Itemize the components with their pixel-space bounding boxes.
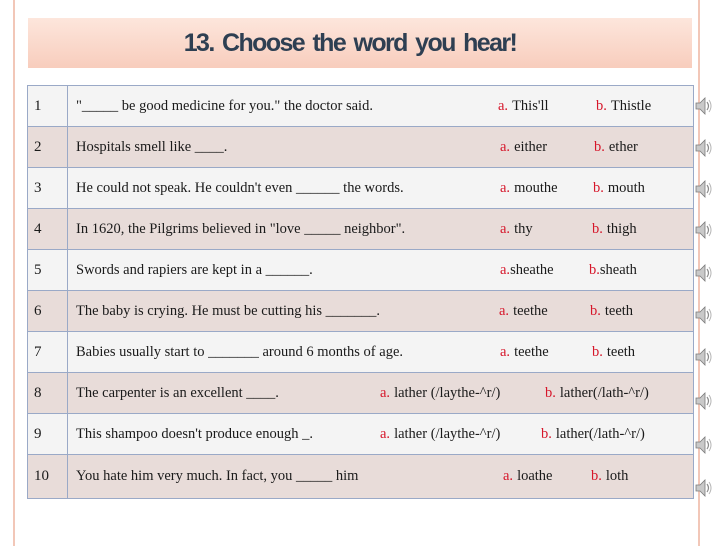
option-b-text: sheath [599, 261, 637, 278]
option-b[interactable] [590, 291, 633, 331]
option-a[interactable] [380, 414, 500, 454]
table-row-10 [28, 455, 693, 498]
option-b-label: b. [591, 468, 602, 484]
speaker-icon[interactable] [694, 390, 712, 412]
row-number: 2 [28, 127, 68, 167]
option-b[interactable] [596, 86, 651, 126]
option-b-text: ether [608, 138, 638, 155]
speaker-icon[interactable] [694, 346, 712, 368]
option-a[interactable] [500, 209, 533, 249]
row-number: 1 [28, 86, 68, 126]
option-a-label: a. [498, 97, 509, 114]
option-a-text: teethe [514, 343, 549, 360]
option-b-text: lather(/lath-^r/) [555, 425, 645, 442]
speaker-icon[interactable] [694, 262, 712, 284]
speaker-icon[interactable] [694, 434, 712, 456]
option-b-label: b. [593, 179, 604, 196]
option-b-label: b. [590, 302, 601, 319]
option-a-text: This'll [512, 97, 549, 114]
option-b[interactable] [589, 250, 637, 290]
option-b-text: teeth [604, 302, 634, 319]
option-b[interactable] [592, 332, 635, 372]
speaker-icon[interactable] [694, 477, 712, 499]
option-a[interactable] [499, 291, 548, 331]
option-b-text: loth [605, 468, 629, 484]
row-number: 6 [28, 291, 68, 331]
option-a-text: thy [514, 220, 533, 237]
option-a[interactable] [498, 86, 549, 126]
row-number: 5 [28, 250, 68, 290]
frame-line-left [13, 0, 15, 546]
option-b-label: b. [594, 138, 605, 155]
row-number: 10 [28, 455, 68, 498]
row-number: 9 [28, 414, 68, 454]
option-b[interactable] [591, 455, 628, 498]
option-a-label: a. [380, 425, 391, 442]
option-a[interactable] [380, 373, 500, 413]
table-row-8 [28, 373, 693, 414]
option-a[interactable] [500, 332, 549, 372]
title-bar [28, 18, 692, 68]
speaker-icon[interactable] [694, 178, 712, 200]
option-b[interactable] [593, 168, 645, 208]
row-sentence: "_____ be good medicine for you." the doctor said. [76, 97, 373, 114]
row-sentence: The baby is crying. He must be cutting his _______. [76, 302, 381, 319]
option-b-label: b. [545, 384, 556, 401]
option-b[interactable] [541, 414, 645, 454]
row-sentence: You hate him very much. In fact, you _____ him [76, 468, 359, 484]
row-number: 7 [28, 332, 68, 372]
row-sentence: The carpenter is an excellent ____. [76, 384, 279, 401]
option-a-text: loathe [517, 468, 553, 484]
speaker-icon[interactable] [694, 95, 712, 117]
option-a-label: a. [503, 468, 514, 484]
option-a-text: teethe [513, 302, 548, 319]
row-number: 3 [28, 168, 68, 208]
option-a-label: a. [380, 384, 391, 401]
option-a-text: lather (/laythe-^r/) [394, 384, 501, 401]
option-a-label: a. [499, 302, 510, 319]
table-row-4 [28, 209, 693, 250]
option-b[interactable] [594, 127, 638, 167]
table-row-6 [28, 291, 693, 332]
option-a-label: a. [500, 220, 511, 237]
option-b-label: b. [541, 425, 552, 442]
option-a[interactable] [500, 127, 547, 167]
option-b-text: teeth [606, 343, 636, 360]
row-sentence: Babies usually start to _______ around 6 months of age. [76, 343, 404, 360]
option-b-text: Thistle [610, 97, 652, 114]
option-a-text: mouthe [514, 179, 558, 196]
question-table [27, 85, 694, 499]
row-sentence: He could not speak. He couldn't even ______ the words. [76, 179, 404, 196]
option-b-text: mouth [607, 179, 645, 196]
speaker-icon[interactable] [694, 219, 712, 241]
option-b-text: lather(/lath-^r/) [559, 384, 649, 401]
option-a-label: a. [500, 261, 511, 278]
option-a-text: sheathe [510, 261, 554, 278]
option-b[interactable] [545, 373, 649, 413]
table-row-3 [28, 168, 693, 209]
table-row-9 [28, 414, 693, 455]
option-a-label: a. [500, 343, 511, 360]
option-b-label: b. [596, 97, 607, 114]
table-row-1 [28, 86, 693, 127]
option-b-label: b. [592, 220, 603, 237]
option-a-text: either [514, 138, 548, 155]
page-title: 13. Choose the word you hear! [183, 28, 517, 57]
row-number: 4 [28, 209, 68, 249]
option-b-text: thigh [606, 220, 637, 237]
option-a[interactable] [500, 168, 558, 208]
option-b-label: b. [589, 261, 600, 278]
row-sentence: In 1620, the Pilgrims believed in "love _____ neighbor". [76, 220, 406, 237]
speaker-icon[interactable] [694, 304, 712, 326]
option-a-text: lather (/laythe-^r/) [394, 425, 501, 442]
option-a-label: a. [500, 179, 511, 196]
option-b[interactable] [592, 209, 637, 249]
row-number: 8 [28, 373, 68, 413]
row-sentence: Swords and rapiers are kept in a ______. [76, 261, 313, 278]
option-a[interactable] [503, 455, 553, 498]
row-sentence: This shampoo doesn't produce enough _. [76, 425, 313, 442]
speaker-icon[interactable] [694, 137, 712, 159]
table-row-5 [28, 250, 693, 291]
table-row-7 [28, 332, 693, 373]
table-row-2 [28, 127, 693, 168]
option-a-label: a. [500, 138, 511, 155]
option-b-label: b. [592, 343, 603, 360]
row-sentence: Hospitals smell like ____. [76, 138, 228, 155]
option-a[interactable] [500, 250, 554, 290]
